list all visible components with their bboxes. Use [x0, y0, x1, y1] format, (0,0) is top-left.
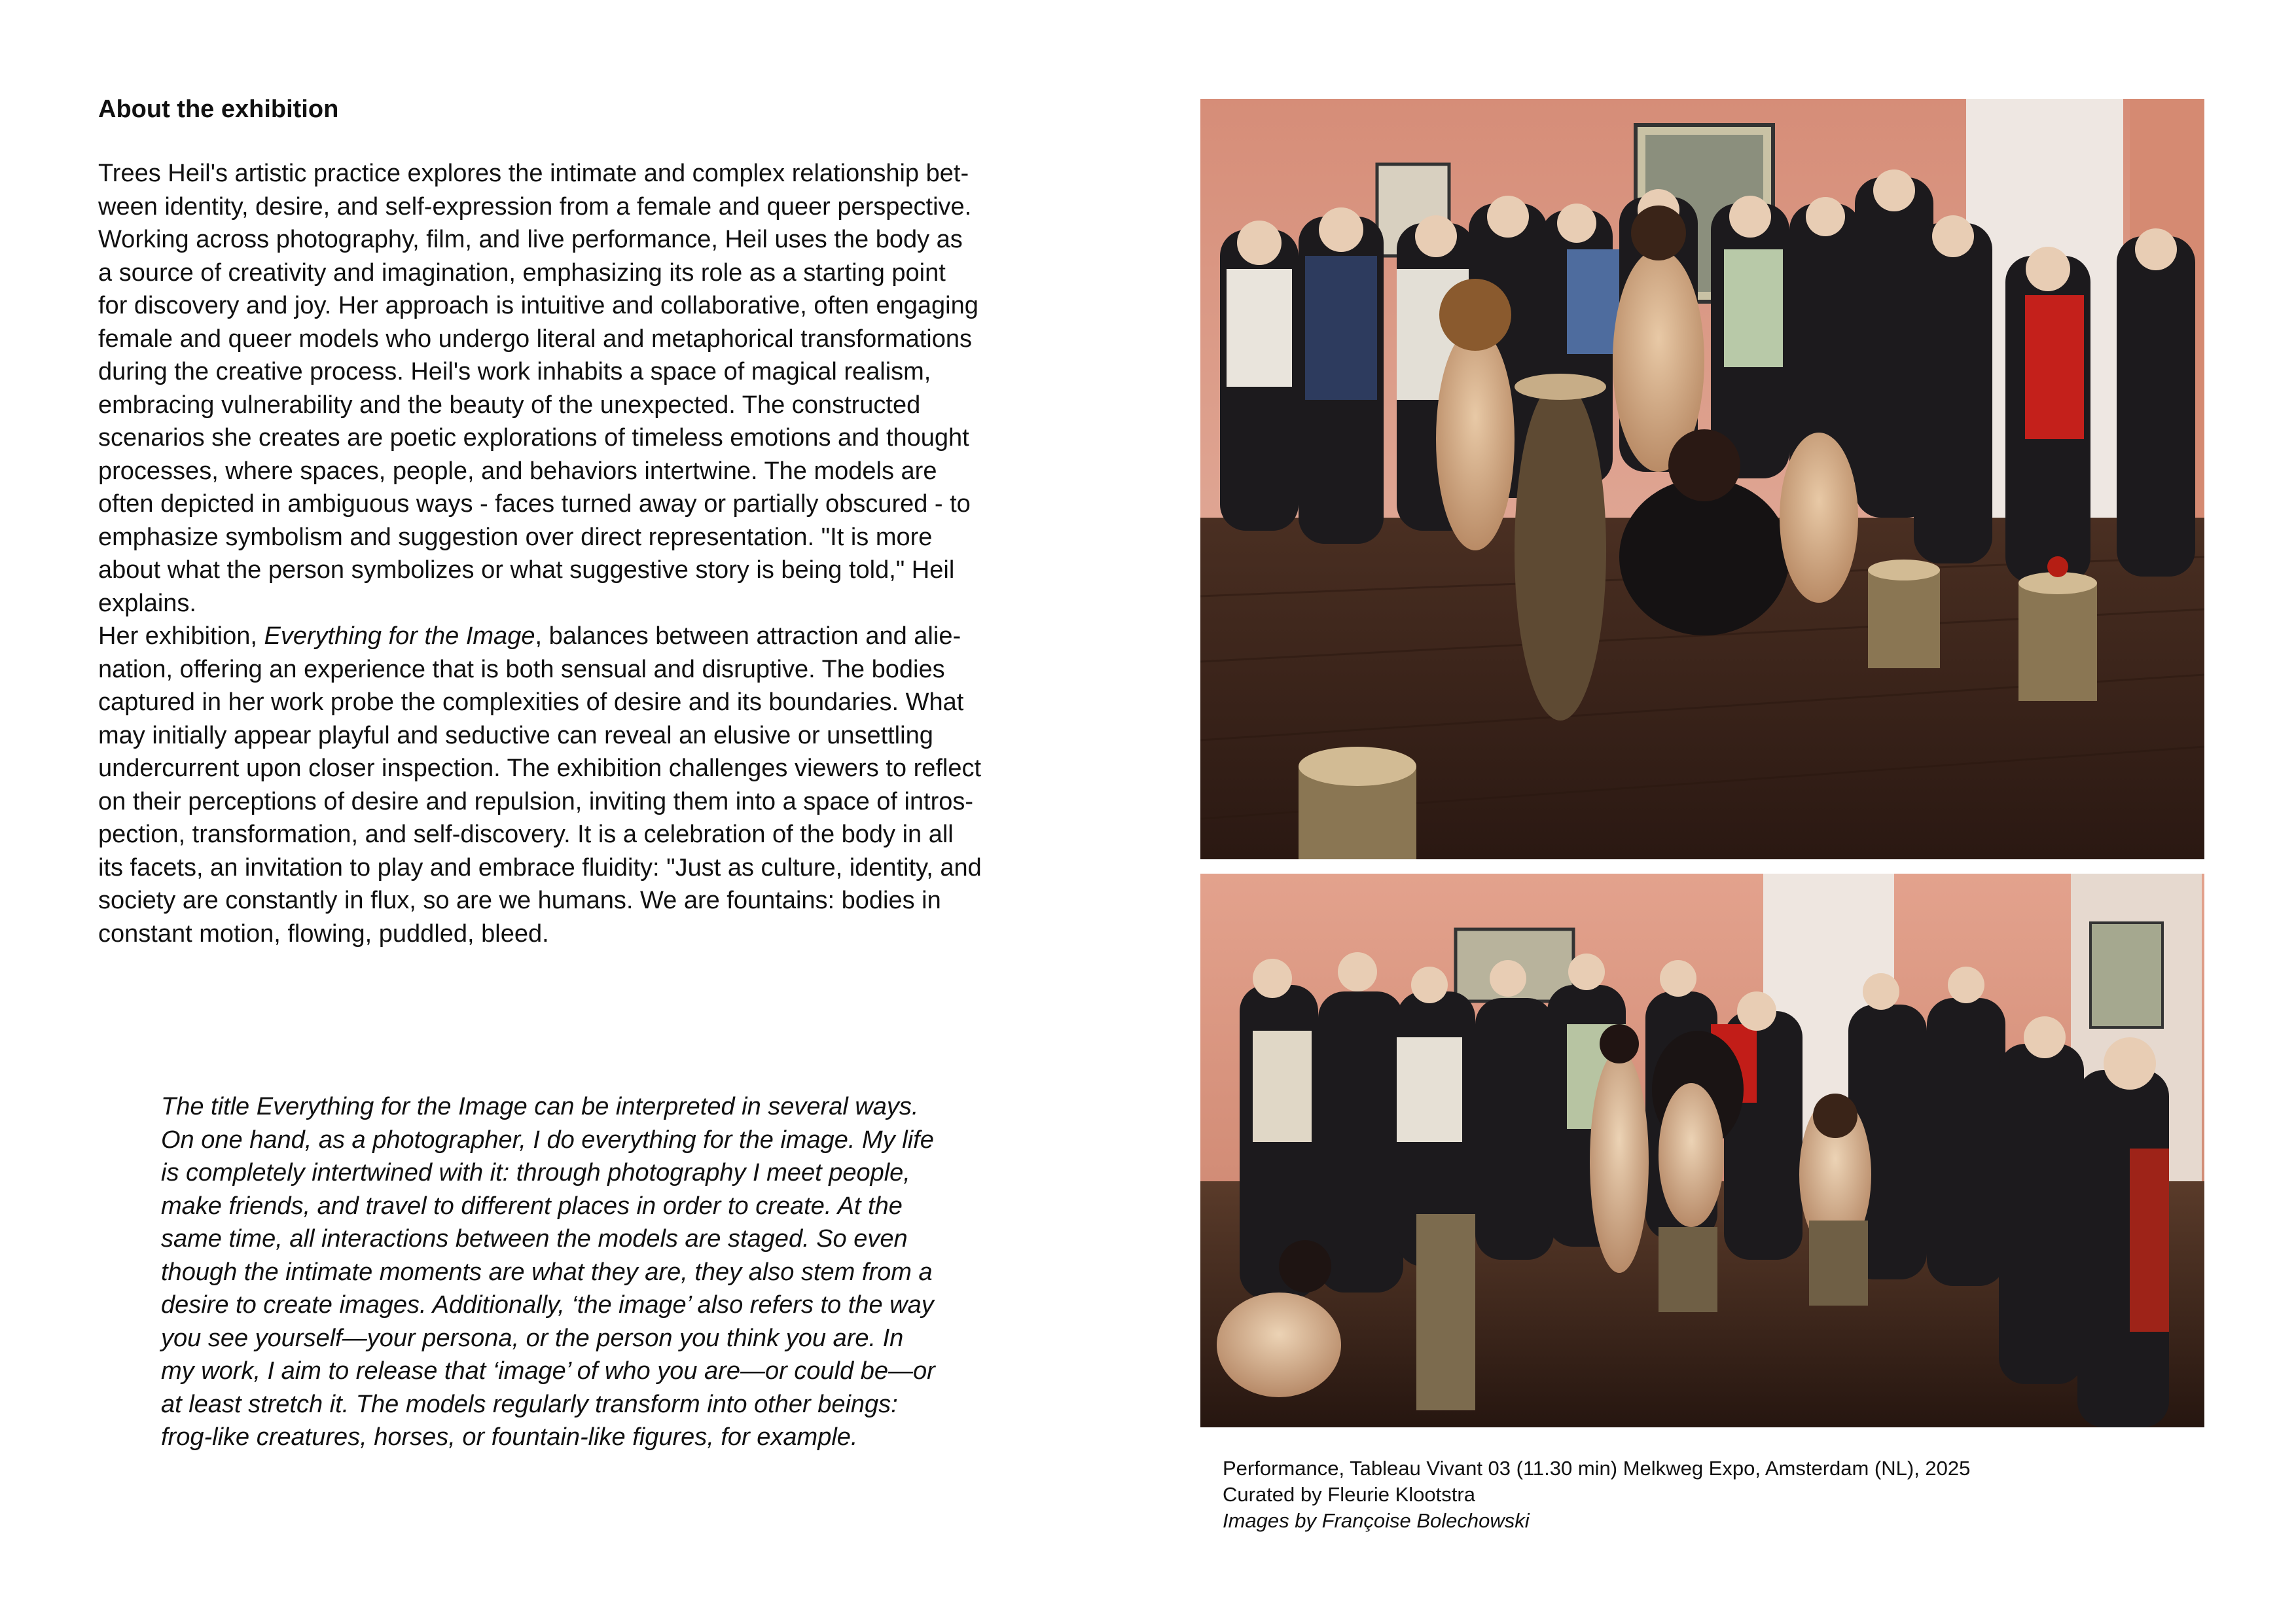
performance-photo-top: [1200, 99, 2204, 859]
quote-line: at least stretch it. The models regularly transform into other beings:: [161, 1390, 898, 1418]
photo-caption: [1223, 1455, 2165, 1534]
artist-quote: [161, 1090, 1064, 1454]
quote-line: frog-like creatures, horses, or fountain-like figures, for example.: [161, 1423, 858, 1451]
body-line: pection, transformation, and self-discovery. It is a celebration of the body in all: [98, 821, 954, 848]
body-line: scenarios she creates are poetic explorations of timeless emotions and thought: [98, 424, 969, 452]
caption-curator: Curated by Fleurie Klootstra: [1223, 1483, 1475, 1506]
body-line: processes, where spaces, people, and behaviors intertwine. The models are: [98, 457, 937, 485]
body-line: during the creative process. Heil's work inhabits a space of magical realism,: [98, 358, 931, 385]
body-line: a source of creativity and imagination, emphasizing its role as a starting point: [98, 259, 946, 287]
body-line: embracing vulnerability and the beauty of the unexpected. The constructed: [98, 391, 921, 419]
body-line: often depicted in ambiguous ways - faces turned away or partially obscured - to: [98, 490, 971, 518]
quote-line: is completely intertwined with it: through photography I meet people,: [161, 1159, 910, 1186]
quote-line: you see yourself—your persona, or the person you think you are. In: [161, 1324, 904, 1352]
body-line: female and queer models who undergo literal and metaphorical transformations: [98, 325, 972, 353]
performance-photo-bottom: [1200, 874, 2204, 1427]
exhibition-description: [98, 157, 1106, 950]
body-line: Trees Heil's artistic practice explores the intimate and complex relationship bet-: [98, 160, 969, 187]
quote-line: same time, all interactions between the models are staged. So even: [161, 1225, 908, 1253]
body-line: about what the person symbolizes or what suggestive story is being told," Heil: [98, 556, 955, 584]
body-line: [98, 620, 1106, 653]
quote-line: desire to create images. Additionally, ‘the image’ also refers to the way: [161, 1291, 934, 1319]
body-line: may initially appear playful and seductive can reveal an elusive or unsettling: [98, 721, 933, 749]
body-line: Working across photography, film, and live performance, Heil uses the body as: [98, 226, 963, 253]
section-heading: About the exhibition: [98, 96, 339, 123]
body-text-span: Her exhibition,: [98, 622, 264, 650]
body-line: ween identity, desire, and self-expression from a female and queer perspective.: [98, 192, 972, 221]
body-line: captured in her work probe the complexities of desire and its boundaries. What: [98, 688, 964, 716]
caption-performance: Performance, Tableau Vivant 03 (11.30 min) Melkweg Expo, Amsterdam (NL), 2025: [1223, 1457, 1971, 1480]
performance-photo-bottom-art: [1200, 874, 2204, 1427]
performance-photo-top-art: [1200, 99, 2204, 859]
body-line: on their perceptions of desire and repulsion, inviting them into a space of intros-: [98, 787, 974, 815]
exhibition-title: Everything for the Image: [264, 622, 535, 650]
body-line: for discovery and joy. Her approach is intuitive and collaborative, often engaging: [98, 292, 978, 319]
quote-line: The title Everything for the Image can be interpreted in several ways.: [161, 1093, 919, 1120]
body-text-span: , balances between attraction and alie-: [535, 622, 961, 650]
body-line: nation, offering an experience that is both sensual and disruptive. The bodies: [98, 655, 945, 683]
body-line: society are constantly in flux, so are we humans. We are fountains: bodies in: [98, 887, 941, 914]
quote-line: my work, I aim to release that ‘image’ of who you are—or could be—or: [161, 1357, 935, 1385]
body-line: constant motion, flowing, puddled, bleed.: [98, 919, 549, 948]
caption-photo-credit: Images by Françoise Bolechowski: [1223, 1509, 1530, 1532]
quote-line: On one hand, as a photographer, I do everything for the image. My life: [161, 1126, 934, 1154]
body-line: explains.: [98, 589, 196, 617]
quote-line: make friends, and travel to different places in order to create. At the: [161, 1192, 903, 1220]
quote-line: though the intimate moments are what they are, they also stem from a: [161, 1258, 933, 1286]
body-line: undercurrent upon closer inspection. The exhibition challenges viewers to reflect: [98, 755, 982, 782]
body-line: its facets, an invitation to play and embrace fluidity: "Just as culture, identity, and: [98, 853, 982, 882]
body-line: emphasize symbolism and suggestion over direct representation. "It is more: [98, 523, 933, 551]
